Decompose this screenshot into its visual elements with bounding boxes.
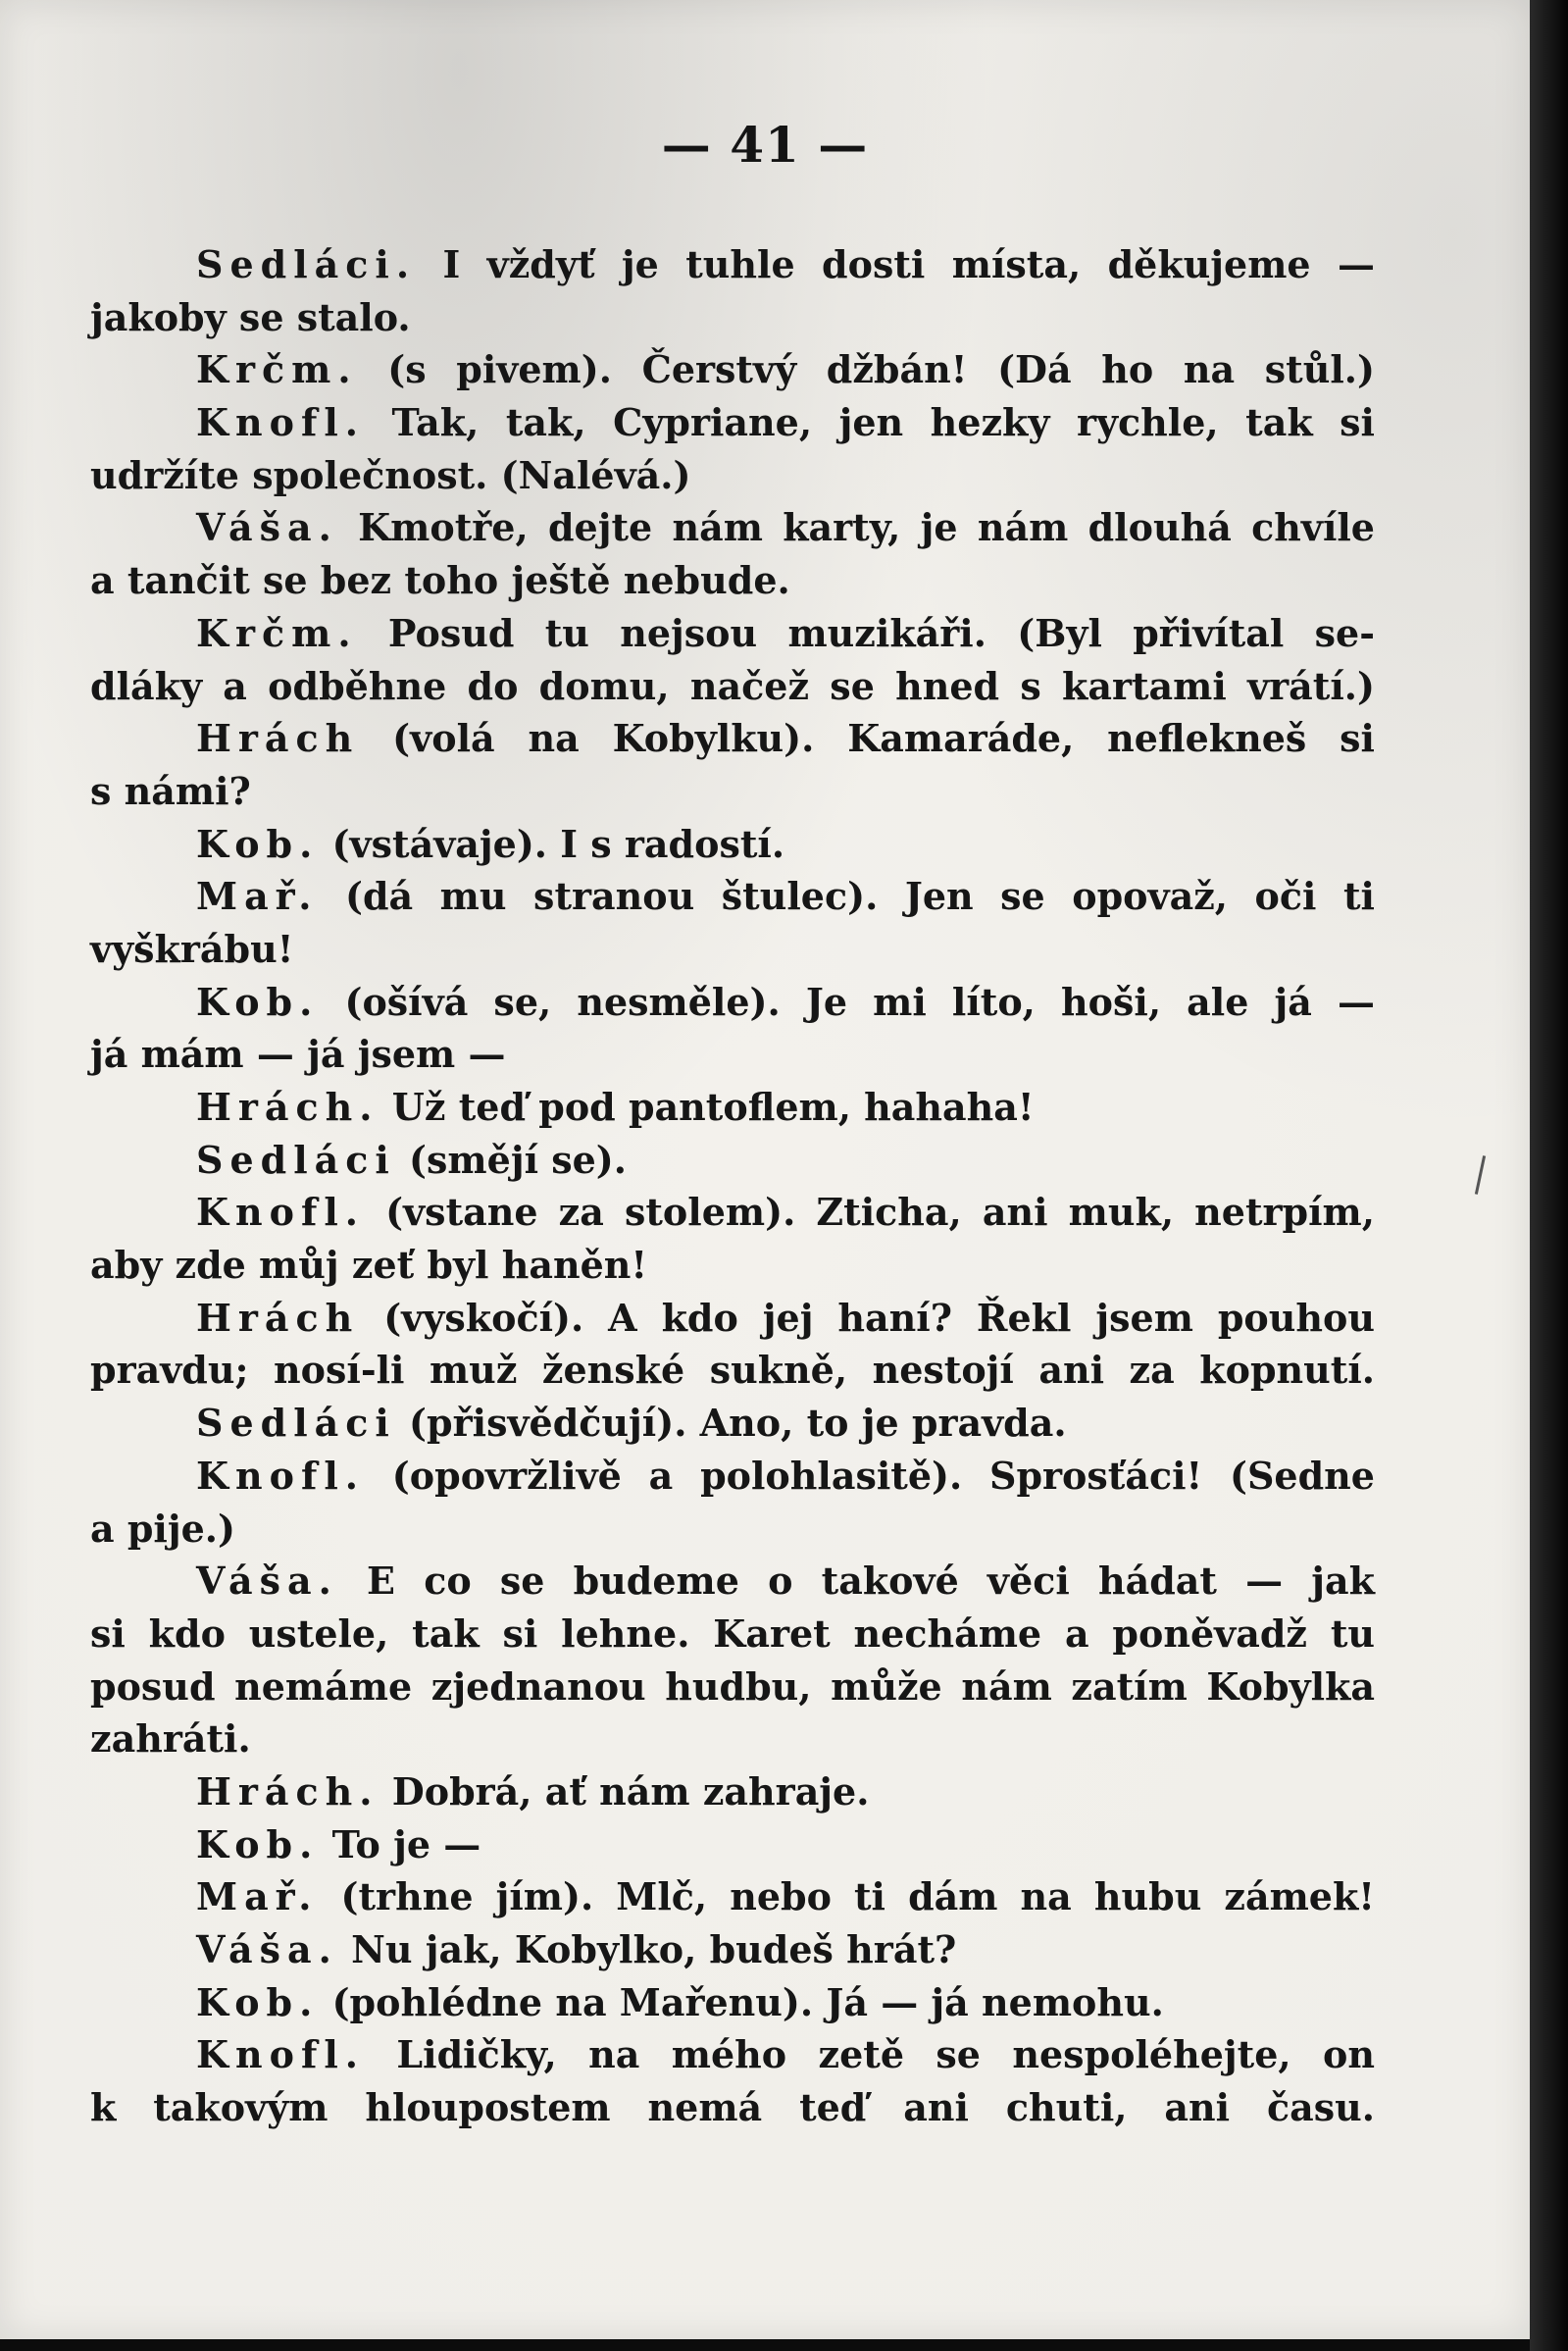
text-line: [90, 712, 1375, 765]
speaker-name: Knofl.: [196, 1453, 366, 1498]
line-text: jakoby se stalo.: [90, 294, 411, 339]
line-text: aby zde můj zeť byl haněn!: [90, 1243, 648, 1288]
speaker-name: Sedláci: [196, 1401, 396, 1446]
speaker-name: Krčm.: [196, 610, 358, 655]
line-text: Kmotře, dejte nám karty, je nám dlouhá chvíle: [337, 505, 1375, 550]
line-text: Už teď pod pantoflem, hahaha!: [379, 1085, 1035, 1129]
line-text: a tančit se bez toho ještě nebude.: [90, 558, 790, 603]
text-line: [90, 1818, 1375, 1871]
text-line: [90, 923, 1375, 976]
text-line: [90, 1186, 1375, 1239]
line-text: já mám — já jsem —: [90, 1032, 506, 1077]
text-line: [90, 1081, 1375, 1134]
text-line: [90, 1344, 1375, 1397]
text-line: [90, 449, 1375, 502]
text-line: [90, 976, 1375, 1029]
text-line: [90, 660, 1375, 713]
line-text: Lidičky, na mého zetě se nespoléhejte, on: [365, 2032, 1375, 2077]
text-line: [90, 1555, 1375, 1608]
text-line: [90, 2081, 1375, 2134]
text-line: [90, 1608, 1375, 1661]
text-line: [90, 1661, 1375, 1713]
line-text: a pije.): [90, 1506, 235, 1551]
text-line: [90, 1923, 1375, 1976]
text-line: [90, 1503, 1375, 1556]
speaker-name: Váša.: [196, 1559, 338, 1604]
speaker-name: Kob.: [196, 821, 320, 866]
page-text: [90, 238, 1375, 2134]
speaker-name: Krčm.: [196, 347, 358, 392]
text-line: [90, 291, 1375, 344]
line-text: zahráti.: [90, 1716, 251, 1762]
speaker-name: Kob.: [196, 1821, 320, 1866]
line-text: (vyskočí). A kdo jej haní? Řekl jsem pouhou: [359, 1295, 1375, 1340]
line-text: (pohlédne na Mařenu). Já — já nemohu.: [319, 1979, 1164, 2024]
line-text: (dá mu stranou štulec). Jen se opovaž, oči ti: [318, 874, 1375, 919]
speaker-name: Hrách: [196, 1295, 360, 1340]
text-line: [90, 1239, 1375, 1292]
speaker-name: Váša.: [196, 1927, 338, 1971]
line-text: (opovržlivě a polohlasitě). Sprosťáci! (Sedne: [365, 1453, 1375, 1498]
line-text: Nu jak, Kobylko, budeš hrát?: [337, 1927, 957, 1971]
text-line: [90, 1397, 1375, 1450]
line-text: (vstávaje). I s radostí.: [319, 821, 785, 866]
speaker-name: Kob.: [196, 1979, 320, 2024]
line-text: (přisvědčují). Ano, to je pravda.: [395, 1401, 1067, 1446]
line-text: s námi?: [90, 768, 251, 813]
line-text: I vždyť je tuhle dosti místa, děkujeme —: [416, 242, 1375, 286]
line-text: Dobrá, ať nám zahraje.: [379, 1768, 870, 1814]
line-text: (volá na Kobylku). Kamaráde, neflekneš si: [359, 716, 1375, 761]
line-text: pravdu; nosí-li muž ženské sukně, nestojí ani za kopnutí.: [90, 1348, 1375, 1393]
text-line: [90, 818, 1375, 871]
line-text: posud nemáme zjednanou hudbu, může nám zatím Kobylka: [90, 1663, 1375, 1709]
margin-mark: [1475, 1155, 1486, 1195]
text-line: [90, 501, 1375, 554]
line-text: Tak, tak, Cypriane, jen hezky rychle, tak si: [365, 400, 1375, 445]
speaker-name: Hrách.: [196, 1768, 379, 1814]
text-line: [90, 1976, 1375, 2029]
line-text: k takovým hloupostem nemá teď ani chuti, ani času.: [90, 2085, 1375, 2130]
line-text: (ošívá se, nesměle). Je mi líto, hoši, ale já —: [319, 979, 1375, 1024]
speaker-name: Knofl.: [196, 2032, 366, 2077]
text-line: [90, 343, 1375, 396]
speaker-name: Knofl.: [196, 400, 366, 445]
text-line: [90, 1134, 1375, 1187]
text-line: [90, 554, 1375, 607]
line-text: (trhne jím). Mlč, nebo ti dám na hubu zámek!: [318, 1874, 1375, 1919]
speaker-name: Hrách: [196, 716, 360, 761]
line-text: vyškrábu!: [90, 926, 294, 971]
speaker-name: Knofl.: [196, 1190, 366, 1235]
line-text: E co se budeme o takové věci hádat — jak: [337, 1559, 1375, 1604]
line-text: si kdo ustele, tak si lehne. Karet necháme a poněvadž tu: [90, 1610, 1375, 1656]
line-text: Posud tu nejsou muzikáři. (Byl přivítal se-: [357, 610, 1375, 655]
line-text: (smějí se).: [395, 1137, 628, 1182]
text-line: [90, 1712, 1375, 1765]
line-text: (vstane za stolem). Zticha, ani muk, netrpím,: [365, 1190, 1375, 1235]
speaker-name: Mař.: [196, 874, 319, 919]
text-line: [90, 396, 1375, 449]
line-text: dláky a odběhne do domu, načež se hned s kartami vrátí.): [90, 663, 1375, 708]
text-line: [90, 765, 1375, 818]
text-line: [90, 1292, 1375, 1345]
line-text: To je —: [319, 1821, 481, 1866]
page-number: — 41 —: [661, 116, 869, 174]
speaker-name: Váša.: [196, 505, 338, 550]
text-line: [90, 238, 1375, 291]
speaker-name: Hrách.: [196, 1085, 379, 1129]
speaker-name: Kob.: [196, 979, 320, 1024]
text-line: [90, 1870, 1375, 1923]
text-line: [90, 1028, 1375, 1081]
text-line: [90, 607, 1375, 660]
text-line: [90, 2028, 1375, 2081]
line-text: (s pivem). Čerstvý džbán! (Dá ho na stůl.): [357, 347, 1375, 392]
line-text: udržíte společnost. (Nalévá.): [90, 452, 691, 497]
text-line: [90, 870, 1375, 923]
speaker-name: Mař.: [196, 1874, 319, 1919]
text-line: [90, 1450, 1375, 1503]
speaker-name: Sedláci.: [196, 242, 417, 286]
speaker-name: Sedláci: [196, 1137, 396, 1182]
text-line: [90, 1765, 1375, 1818]
scan-edge: [1530, 0, 1568, 2351]
